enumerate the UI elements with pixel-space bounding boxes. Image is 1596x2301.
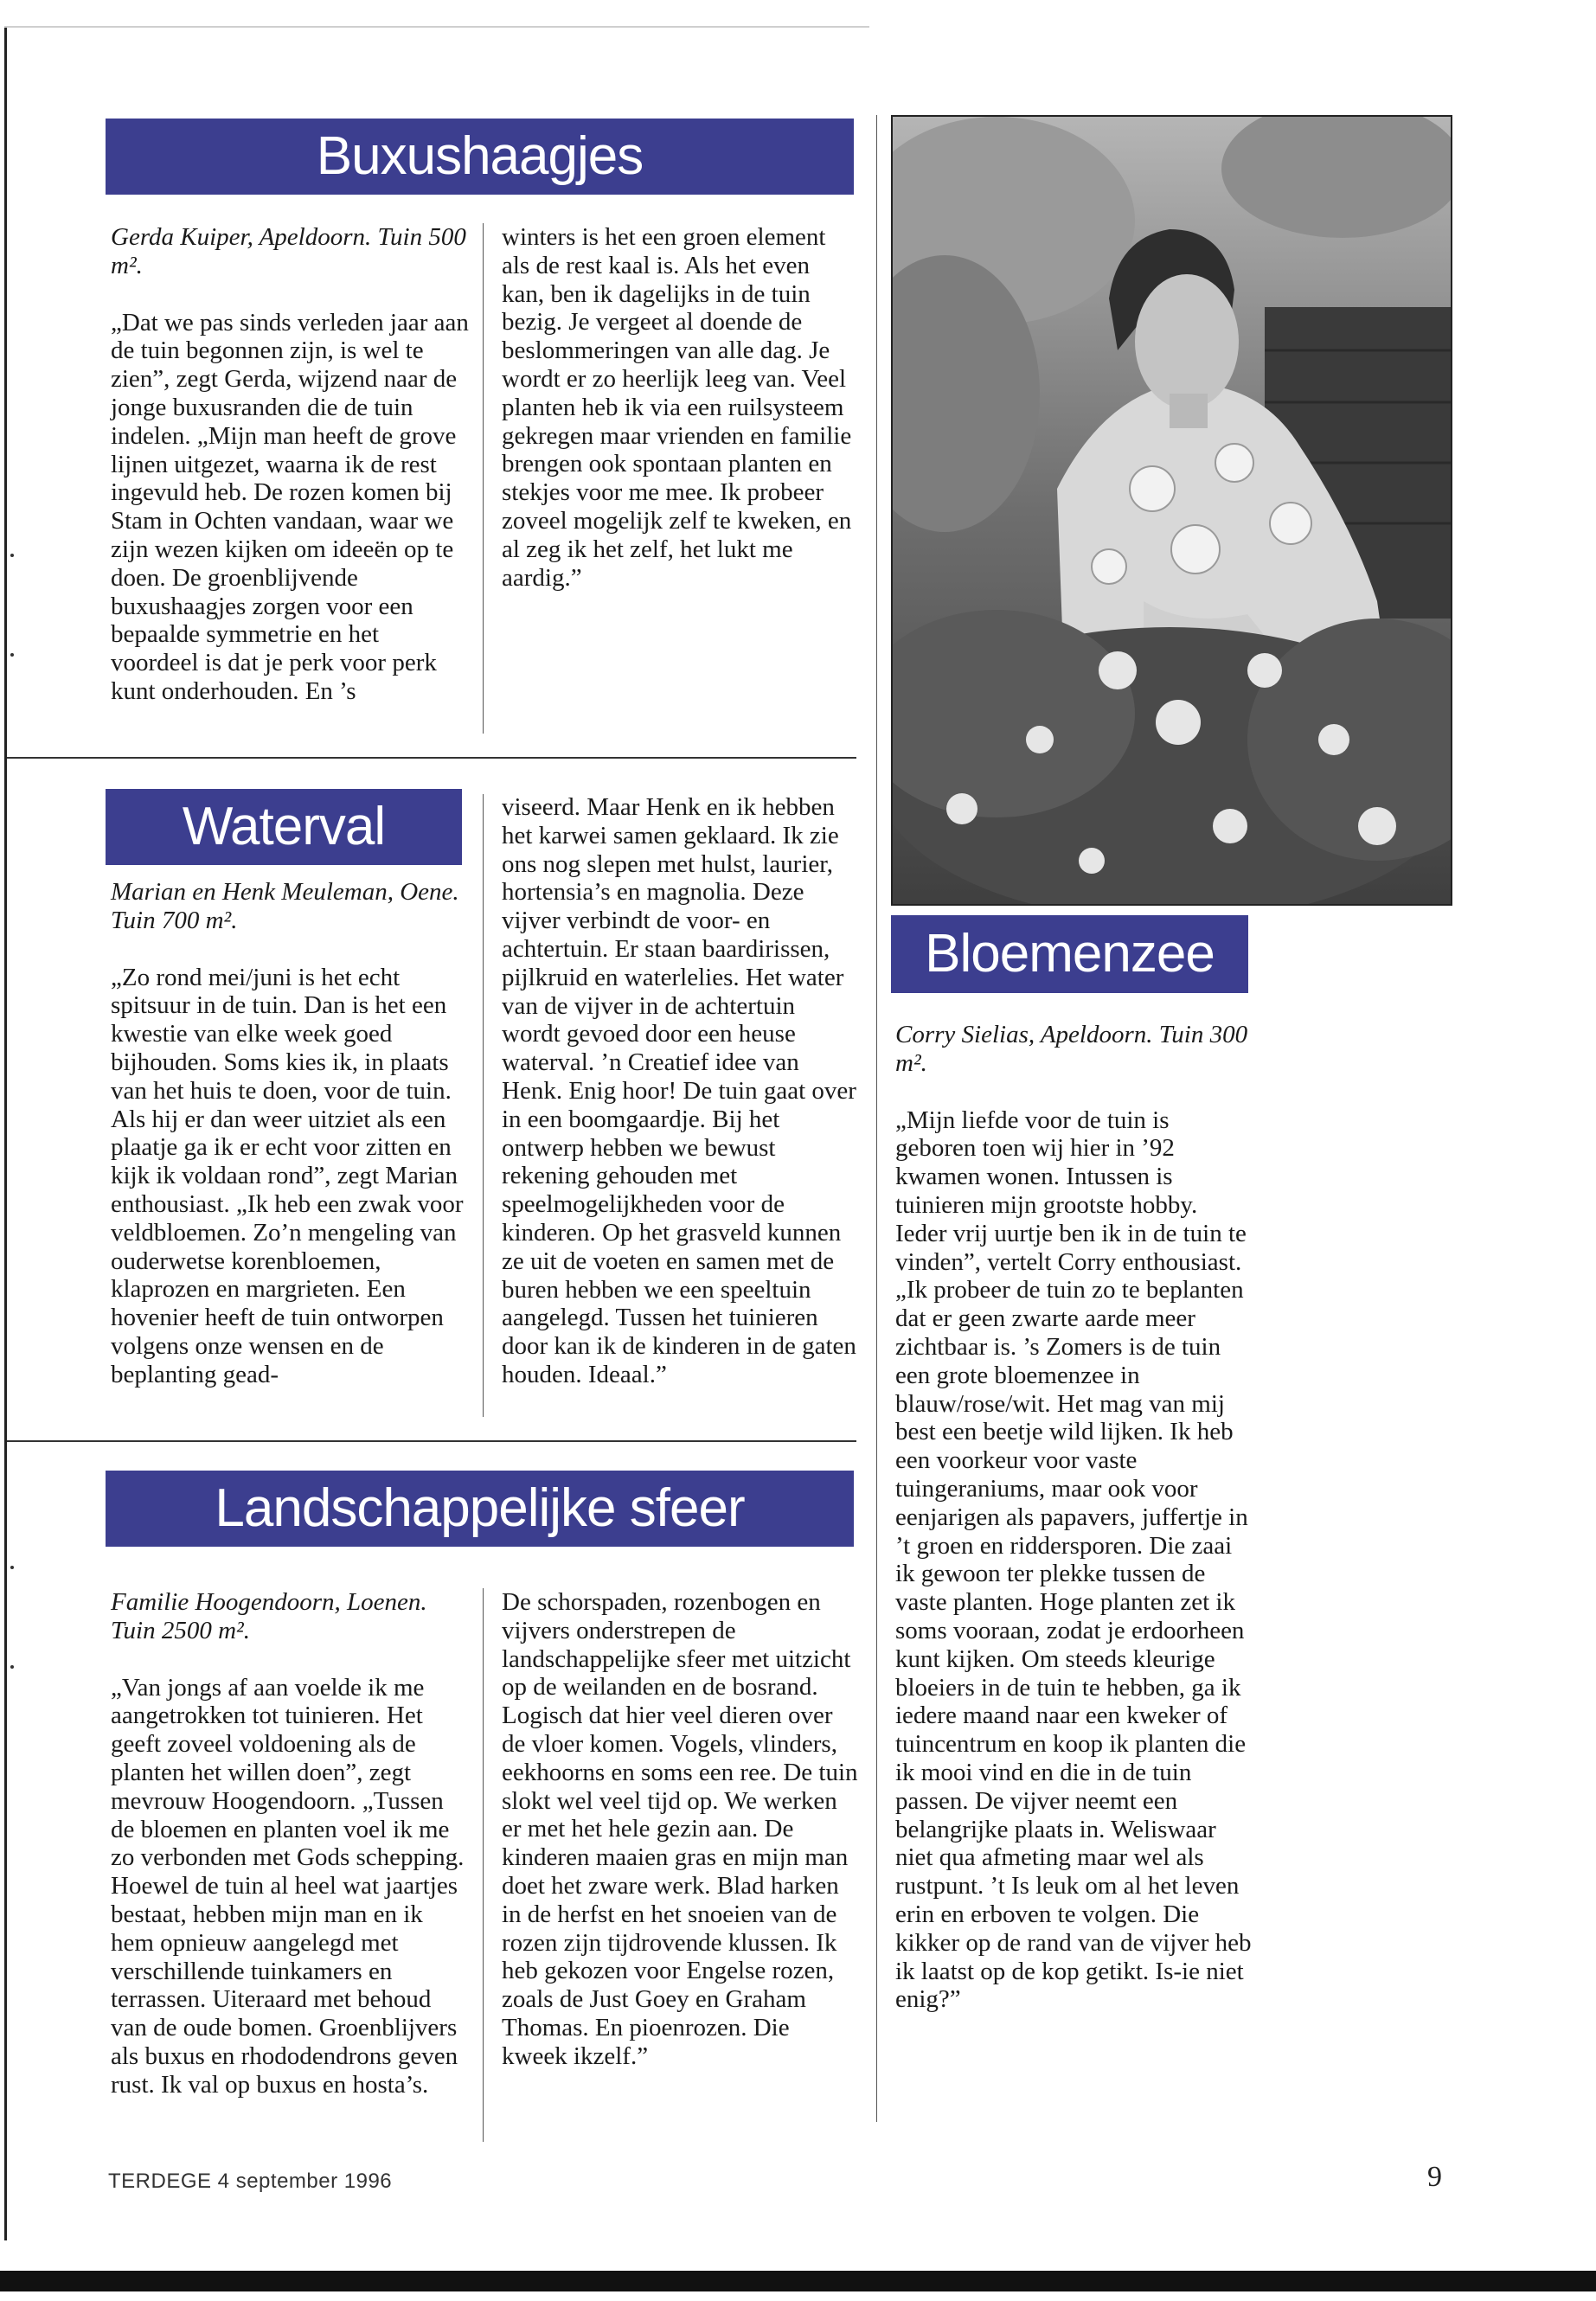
column-divider <box>483 1588 484 2142</box>
margin-mark <box>10 554 14 557</box>
section-title-text: Buxushaagjes <box>316 126 644 186</box>
byline: Corry Sielias, Apeldoorn. Tuin 300 m². <box>895 1021 1248 1077</box>
article-column <box>502 223 858 592</box>
section-title-text: Bloemenzee <box>925 924 1215 984</box>
article-column <box>111 223 470 706</box>
publication-info: TERDEGE 4 september 1996 <box>108 2170 393 2193</box>
page-top-edge <box>4 26 869 28</box>
section-title-text: Landschappelijke sfeer <box>215 1478 745 1538</box>
section-title-text: Waterval <box>182 797 386 856</box>
article-text: viseerd. Maar Henk en ik hebben het karwei samen geklaard. Ik zie ons nog slepen met hulst, laurier, hortensia’s en magnolia. Deze vijver verbindt de voor- en achtertuin. Er staan baardirissen, pijlkruid en waterlelies. Het water van de vijver in de achtertuin wordt gevoed door een heuse waterval. ’n Creatief idee van Henk. Enig hoor! De tuin gaat over in een boomgaardje. Bij het ontwerp hebben we bewust rekening gehouden met speelmogelijkheden voor de kinderen. Op het grasveld kunnen ze uit de voeten en samen met de buren hebben we een speeltuin aangelegd. Tussen het tuinieren door kan ik de kinderen in de gaten houden. Ideaal.” <box>502 793 856 1388</box>
section-title-bloemenzee <box>891 915 1248 993</box>
section-divider <box>7 757 856 759</box>
margin-mark <box>10 1665 14 1669</box>
column-divider <box>876 115 877 2122</box>
margin-mark <box>10 1566 14 1569</box>
column-divider <box>483 794 484 1417</box>
section-divider <box>7 1440 856 1442</box>
article-text: „Van jongs af aan voelde ik me aangetrokken tot tuinieren. Het geeft zoveel voldoening als de planten het willen doen”, zegt mevrouw Hoogendoorn. „Tussen de bloemen en planten voel ik me zo verbonden met Gods schepping. Hoewel de tuin al heel wat jaartjes bestaat, hebben mijn man en ik hem opnieuw aangelegd met verschillende tuinkamers en terrassen. Uiteraard met behoud van de oude bomen. Groenblijvers als buxus en rhododendrons geven rust. Ik val op buxus en hosta’s. <box>111 1673 465 2099</box>
margin-mark <box>10 653 14 657</box>
scan-edge <box>0 2271 1596 2291</box>
article-column <box>111 1588 470 2099</box>
article-text: „Mijn liefde voor de tuin is geboren toen wij hier in ’92 kwamen wonen. Intussen is tuinieren mijn grootste hobby. Ieder vrij uurtje ben ik in de tuin te vinden”, vertelt Corry enthousiast. „Ik probeer de tuin zo te beplanten dat er geen zwarte aarde meer zichtbaar is. ’s Zomers is de tuin een grote bloemenzee in blauw/rose/wit. Het mag van mij best een beetje wild lijken. Ik heb een voorkeur voor vaste tuingeraniums, maar ook voor eenjarigen als papavers, juffertje in ’t groen en riddersporen. Die zaai ik gewoon ter plekke tussen de vaste planten. Hoge planten zet ik soms vooraan, zodat je erdoorheen kunt kijken. Om steeds kleurige bloeiers in de tuin te hebben, ga ik iedere maand naar een kweker of tuincentrum en koop ik planten die ik mooi vind en die in de tuin passen. De vijver neemt een belangrijke plaats in. Weliswaar niet qua afmeting maar wel als rustpunt. ’t Is leuk om al het leven erin en erboven te volgen. Die kikker op de rand van de vijver heb ik laatst op de kop getikt. Is-ie niet enig?” <box>895 1106 1252 2014</box>
article-column <box>502 1588 858 2071</box>
article-column <box>111 878 470 1389</box>
byline: Marian en Henk Meuleman, Oene. Tuin 700 m². <box>111 878 459 934</box>
article-text: winters is het een groen element als de rest kaal is. Als het even kan, ben ik dagelijks in de tuin bezig. Je vergeet al doende de beslommeringen van alle dag. Je wordt er zo heerlijk leeg van. Veel planten heb ik via een ruilsysteem gekregen maar vrienden en familie brengen ook spontaan planten en stekjes voor me mee. Ik probeer zoveel mogelijk zelf te kweken, en al zeg ik het zelf, het lukt me aardig.” <box>502 223 852 592</box>
article-text: De schorspaden, rozenbogen en vijvers onderstrepen de landschappelijke sfeer met uitzicht op de weilanden en de bosrand. Logisch dat hier veel dieren over de vloer komen. Vogels, vlinders, eekhoorns en soms een ree. De tuin slokt wel veel tijd op. We werken er met het hele gezin aan. De kinderen maaien gras en mijn man doet het zware werk. Blad harken in de herfst en het snoeien van de rozen zijn tijdrovende klussen. Ik heb gekozen voor Engelse rozen, zoals de Just Goey en Graham Thomas. En pioenrozen. Die kweek ikzelf.” <box>502 1588 858 2070</box>
byline: Gerda Kuiper, Apeldoorn. Tuin 500 m². <box>111 223 466 279</box>
column-divider <box>483 223 484 734</box>
article-text: „Dat we pas sinds verleden jaar aan de tuin begonnen zijn, is wel te zien”, zegt Gerda, wijzend naar de jonge buxusranden die de tuin indelen. „Mijn man heeft de grove lijnen uitgezet, waarna ik de rest ingevuld heb. De rozen komen bij Stam in Ochten vandaan, waar we zijn wezen kijken om ideeën op te doen. De groenblijvende buxushaagjes zorgen voor een bepaalde symmetrie en het voordeel is dat je perk voor perk kunt onderhouden. En ’s <box>111 308 469 705</box>
section-title-landschappelijke-sfeer <box>106 1471 854 1547</box>
section-title-buxushaagjes <box>106 119 854 195</box>
article-column <box>502 793 858 1389</box>
byline: Familie Hoogendoorn, Loenen. Tuin 2500 m². <box>111 1588 427 1644</box>
page-edge <box>4 26 7 2240</box>
section-title-waterval <box>106 789 462 865</box>
article-text: „Zo rond mei/juni is het echt spitsuur in de tuin. Dan is het een kwestie van elke week goed bijhouden. Soms kies ik, in plaats van het huis te doen, voor de tuin. Als hij er dan weer uitziet als een plaatje ga ik er echt voor zitten en kijk ik voldaan rond”, zegt Marian enthousiast. „Ik heb een zwak voor veldbloemen. Zo’n mengeling van ouderwetse korenbloemen, klaprozen en margrieten. Een hovenier heeft de tuin ontworpen volgens onze wensen en de beplanting gead- <box>111 963 464 1388</box>
page-number: 9 <box>1427 2161 1442 2193</box>
article-column <box>895 1021 1254 2014</box>
woman-gardening-photo <box>891 115 1452 906</box>
